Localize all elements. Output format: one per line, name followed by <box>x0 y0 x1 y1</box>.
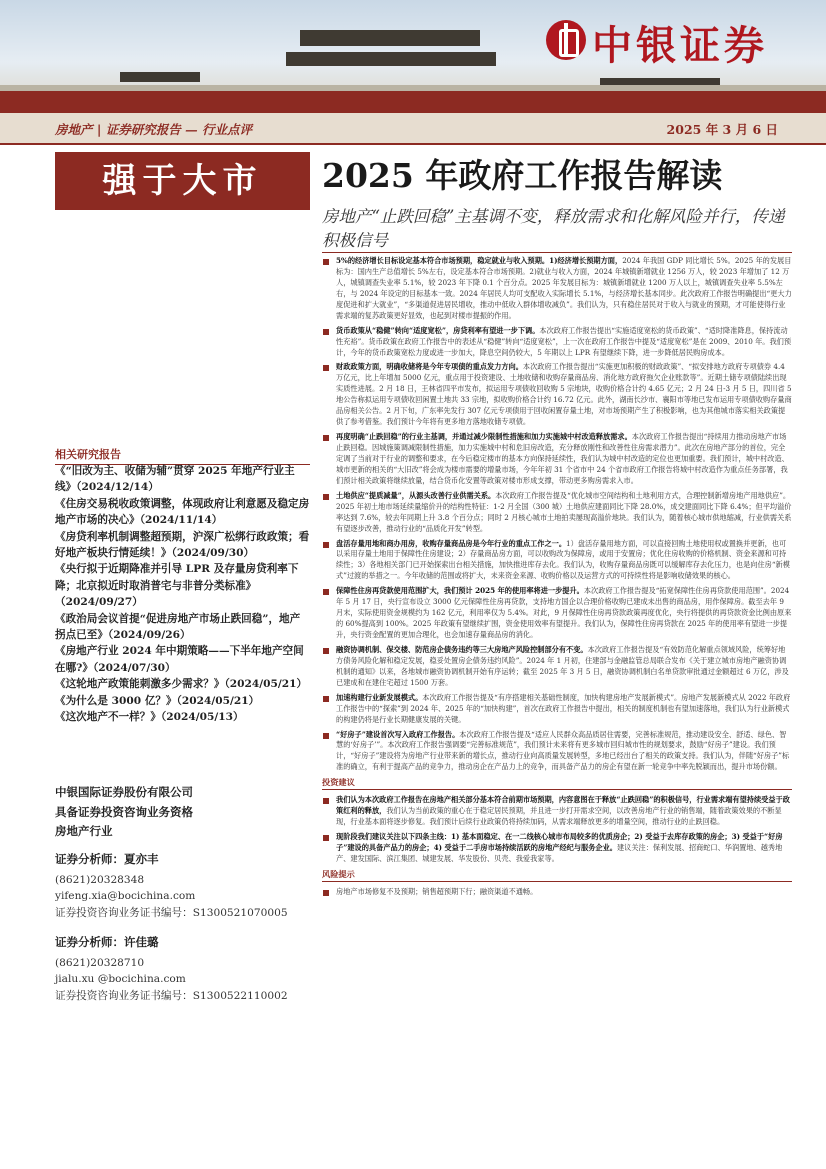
bullet-paragraph <box>322 832 792 865</box>
header-banner-image <box>0 0 826 113</box>
report-date: 2025 年 3 月 6 日 <box>666 122 778 137</box>
bullet-text: 本次政府工作报告提出“实施适度宽松的货币政策”、“适时降准降息，保持流动性充裕”。货币政策在政府工作报告中的表述从“稳健”转向“适度宽松”，上一次在政府工作报告中提及“适度宽松”是在 2009、2010 年。我们预计，今年的货币政策宽松力度或进一步加大，降息空间仍较大，5 年期以上 LPR 有望继续下降，进一步降低居民购房成本。 <box>336 325 792 357</box>
analyst-title: 证券分析师：许佳璐 <box>55 935 159 949</box>
page-subtitle: 房地产“止跌回稳”主基调不变，释放需求和化解风险并行，传递积极信号 <box>322 207 785 250</box>
report-header-bar <box>0 113 826 145</box>
bullet-lead: 我们认为本次政府工作报告在房地产相关部分基本符合前期市场预期，内容意图在于释放“止跌回稳”的积极信号，行业需求端有望持续受益于政策红利的释放， <box>336 795 790 816</box>
risk-header: 风险提示 <box>322 869 792 882</box>
bullet-paragraph <box>322 795 792 828</box>
bullet-text: 2024 年我国 GDP 同比增长 5%。2025 年的发展目标为：国内生产总值增长 5%左右，设定基本符合市场预期。2)就业与收入方面，2024 年城镇新增就业 1256 万人，较 2023 年增加了 12 万人，城镇调查失业率 5.1%，较 2023 年下降 0.1 个百分点。2025 年发展目标为：城镇新增就业 1200 万人以上，城镇调查失业率 5.5%左右，与 2024 年设定的目标基本一致。2024 年居民人均可支配收入实际增长 5.1%，与经济增长基本同步。此次政府工作报告明确提出“更大力度促进和扩大就业”，“多渠道促进居民增收，推动中低收入群体增收减负”。我们认为，只有稳住居民对于收入与就业的预期，才可能使得行业需求端的复苏政策更好显效，也起到对楼市提振的作用。 <box>336 256 792 320</box>
analyst-email[interactable]: jialu.xu @bocichina.com <box>55 973 186 986</box>
palace-wall-shape <box>0 91 826 113</box>
bullet-lead: “好房子”建设首次写入政府工作报告。 <box>336 729 460 739</box>
related-report-item[interactable]: 《房贷利率机制调整超预期，沪深广松绑行政政策；看好地产板块行情延续！》（2024/09/30） <box>55 530 310 560</box>
related-report-item[interactable]: 《房地产行业 2024 年中期策略——下半年地产空间在哪?》（2024/07/30） <box>55 645 304 674</box>
bullet-lead: 财政政策方面，明确收储将是今年专项债的重点发力方向。 <box>336 362 523 372</box>
bullet-lead: 融资协调机制、保交楼、防范房企债务违约等三大房地产风险控制部分有不变。 <box>336 644 588 654</box>
analyst-email[interactable]: yifeng.xia@bocichina.com <box>55 890 196 903</box>
analyst-phone: (8621)20328710 <box>55 956 145 969</box>
bullet-lead: 土地供应“提质减量”，从源头改善行业供需关系。 <box>336 490 496 500</box>
bullet-lead: 再度明确“止跌回稳”的行业主基调，并通过减少限制性措施和加力实施城中村改造释放需求。 <box>336 432 632 442</box>
bullet-text: 房地产市场修复不及预期；销售超预期下行；融资渠道不通畅。 <box>336 886 538 896</box>
bullet-paragraph <box>322 586 792 641</box>
bullet-text: 本次政府工作报告提及“有序搭建相关基础性制度，加快构建房地产发展新模式”。房地产发展新模式从 2022 年政府工作报告中的“探索”到 2024 年、2025 年的“加快构建”，首次在政府工作报告中提出，相关的制度机制也有望加速落地，我们认为行业新模式的构建仍将是行业长期健康发展的关键。 <box>336 692 791 724</box>
analyst-cert: 证券投资咨询业务证书编号：S1300521070005 <box>55 906 288 919</box>
related-report-item[interactable]: 《住房交易税收政策调整，体现政府让利意愿及稳定房地产市场的决心》（2024/11/14） <box>55 497 310 527</box>
analyst-cert: 证券投资咨询业务证书编号：S1300522110002 <box>55 989 288 1002</box>
risk-bullets <box>322 887 792 898</box>
analyst-title: 证券分析师：夏亦丰 <box>55 852 159 866</box>
related-report-item[interactable]: 《这次地产不一样？》（2024/05/13） <box>55 711 244 724</box>
bullet-text: 本次政府工作报告提出“实施更加积极的财政政策”、“拟安排地方政府专项债券 4.4 万亿元，比上年增加 5000 亿元，重点用于投资建设、土地收储和收购存量商品房、消化地方政府拖欠企业账款等”。近期土储专项债陆续出现实质性进展。2 月 18 日，王林省四平市发布，拟运用专项债收回收购 5 宗地块，收购价格合计约 4.65 亿元；2 月 24 日-3 月 5 日，四川省 5 地公告称拟运用专项债收回闲置土地共 33 宗地，拟收购价格合计约 16.72 亿元。此外，湖南长沙市、襄阳市等地已发布运用专项债收购存量商品房相关公告。2 月下旬，广东率先发行 307 亿元专项债用于回收闲置存量土地，对市场预期产生了积极影响，也为其他城市落实相关政策提供了参考借鉴。我们预计今年将有更多地方落地收储专项债。 <box>336 362 792 427</box>
bullet-paragraph <box>322 256 792 322</box>
firm-info <box>55 783 310 822</box>
bullet-paragraph <box>322 491 792 535</box>
bullet-paragraph <box>322 326 792 359</box>
bullet-paragraph <box>322 693 792 726</box>
analyst-phone: (8621)20328348 <box>55 873 145 886</box>
related-report-item[interactable]: 《央行拟于近期降准并引导 LPR 及存量房贷利率下降；北京拟近时取消普宅与非普分类标准》（2024/09/27） <box>55 563 299 609</box>
bullet-paragraph <box>322 432 792 487</box>
bullet-lead: 货币政策从“稳健”转向“适度宽松”，房贷利率有望进一步下调。 <box>336 325 540 335</box>
bullet-paragraph <box>322 887 792 898</box>
bullet-lead: 加速构建行业新发展模式。 <box>336 692 423 702</box>
bullet-paragraph <box>322 362 792 428</box>
palace-roof-shape <box>120 72 200 82</box>
related-reports-header: 相关研究报告 <box>55 446 310 465</box>
firm-name: 中银国际证券股份有限公司 具备证券投资咨询业务资格 <box>55 785 193 819</box>
bullet-lead: 保障性住房再贷款使用范围扩大，我们预计 2025 年的使用率将进一步提升。 <box>336 586 584 596</box>
investment-bullets <box>322 795 792 865</box>
related-report-item[interactable]: 《为什么是 3000 亿？》（2024/05/21） <box>55 694 260 707</box>
sector-label: 房地产行业 <box>55 824 113 838</box>
related-reports-list <box>55 463 310 726</box>
brand-name: 中银证券 <box>592 23 768 69</box>
bullet-text: 本次政府工作报告提及“适应人民群众高品质居住需要，完善标准规范，推动建设安全、舒适、绿色、智慧的‘好房子’”。本次政府工作报告强调要“完善标准规范”，我们预计未来将有更多城市回归城市性的规划要求，鼓励“好房子”建设。我们预计，“好房子”建设将为房地产行业带来新的增长点，推动行业向高质量发展转型，多地已经出台了相关的政策支持。我们认为，伴随“好房子”标准的确立，有利于提高产品的竞争力，推动房企在产品力上的竞争，而具备产品力的房企有望在新一轮竞争中率先脱颖而出，提升市场份额。 <box>336 729 790 772</box>
related-report-item[interactable]: 《这轮地产政策能刺激多少需求？》（2024/05/21） <box>55 678 308 691</box>
bullet-lead: 盘活存量用地和商办用房，收购存量商品房是今年行业的重点工作之一。 <box>336 538 567 548</box>
related-report-item[interactable]: 《“旧改为主、收储为辅”贯穿 2025 年地产行业主线》（2024/12/14） <box>55 465 295 494</box>
bullet-text: 本次政府工作报告提及“优化城市空间结构和土地利用方式，合理控制新增房地产用地供应”。2025 年初土地市场延续量缩价升的结构性特征：1-2 月全国（300 城）土地供应建面同比下降 28.0%，成交建面同比下降 6.4%；但平均溢价率达到 7.6%，较去年同期上升 3.8 个百分点；同时 2 月核心城市土地拍卖屡现高溢价地块。我们认为，随着核心城市供地缩减，行业供需关系有望逐步改善，推动行业的“品质化开发”转型。 <box>336 490 792 533</box>
palace-roof-shape <box>300 30 480 46</box>
page-title: 2025 年政府工作报告解读 <box>322 156 723 195</box>
bullet-paragraph <box>322 645 792 689</box>
palace-roof-shape <box>286 52 496 66</box>
investment-header: 投资建议 <box>322 777 792 790</box>
report-category: 房地产 | 证券研究报告 — 行业点评 <box>55 122 252 137</box>
analyst-card <box>55 934 310 1004</box>
bullet-paragraph <box>322 539 792 583</box>
bank-logo-icon <box>546 20 586 60</box>
bullet-lead: 5%的经济增长目标设定基本符合市场预期，稳定就业与收入预期。1)经济增长预期方面， <box>336 256 623 265</box>
title-divider <box>322 252 792 253</box>
related-report-item[interactable]: 《政治局会议首提“促进房地产市场止跌回稳”，地产拐点已至》（2024/09/26） <box>55 612 301 642</box>
bullet-paragraph <box>322 730 792 774</box>
bullet-text: 1）盘活存量用地方面，可以直接回购土地使用权或置换并更新，也可以采用存量土地用于保障性住房建设；2）存量商品房方面，可以收购改为保障房，或用于安置房；优化住房收购的价格机制、资金来源和可持续性；3）各地相关部门已开始探索出台相关措施，加快推进库存去化。我们认为，收购存量商品房既可以缓解库存去化压力，也是向住房“新模式”过渡的举措之一。今年收储的范围或将扩大，未来资金来源、收购价格以及运营方式的可持续性将是影响收储效果的核心。 <box>336 538 790 581</box>
rating-box: 强于大市 <box>55 152 310 210</box>
bullet-lead: 现阶段我们建议关注以下四条主线：1) 基本面稳定、在一二线核心城市布局较多的优质房企；2) 受益于去库存政策的房企；3) 受益于“好房子”建设的具备产品力的房企；4) 受益于二手房市场持续活跃的房地产经纪与服务企业。 <box>336 832 783 852</box>
bullet-text: 我们认为当前政策的重心在于稳定居民预期，并且进一步打开需求空间，以改善房地产行业的销售端，随着政策效果的不断显现，行业基本面将逐步修复。我们预计后续行业政策仍将持续加码，从需求端释放更多的增量空间，推动行业的止跌回稳。 <box>336 806 782 827</box>
bullet-text: 本次政府工作报告提及“拓宽保障性住房再贷款使用范围”。2024 年 5 月 17 日，央行宣布设立 3000 亿元保障性住房再贷款，支持地方国企以合理价格收购已建成未出售的商品房，用作保障房。截至去年 9 月末，实际使用资金规模约为 162 亿元，利用率仅为 5.4%。对此，9 月保障性住房再贷款政策再度优化，央行将提供的再贷款资金比例由原来的 60%提高到 100%。2025 年政策有望继续扩围，资金使用效率有望提升。我们认为，保障性住房再贷款在 2025 年的使用率有望进一步提升，央行资金配置的更加合理化，也会加速存量商品房的消化。 <box>336 586 792 639</box>
report-body <box>322 256 792 902</box>
analyst-card <box>55 851 310 921</box>
bullet-text: 本次政府工作报告提及“有效防范化解重点领域风险，统筹好地方债务风险化解和稳定发展，稳妥处置房企债务违约风险”。2024 年 1 月初，住建部与金融监管总局联合发布《关于建立城市房地产融资协调机制的通知》以来，各地城市融资协调机制开始有序运转；截至 2025 年 3 月 5 日，融资协调机制白名单贷款审批通过金额超过 6 万亿，涉及已建成和在建住宅超过 1500 万套。 <box>336 644 789 687</box>
bullet-text: 本次政府工作报告提出“持续用力推动房地产市场止跌回稳。因城施策调减限制性措施，加力实施城中村和危旧房改造，充分释放刚性和改善性住房需求潜力”。此次在房地产部分的首位，完全定调了当前对于行业的调整和要求，在今后稳定楼市的基本方向保持延续性，我们认为城中村改造的定位也更加重要。我们预计，城中村改造、城市更新的相关的“大旧改”将会成为楼市需要的增量市场，今年年初 31 个省市中 24 个省市政府工作报告将城中村改造作为重点任务部署，我们预计相关政策将继续放量，结合货币化安置等政策对楼市形成支撑，带动更多购房需求入市。 <box>336 432 789 485</box>
summary-bullets <box>322 256 792 773</box>
bullet-text: 建议关注：保利发展、招商蛇口、华润置地、越秀地产、建发国际、滨江集团、城建发展、华发股份、贝壳、我爱我家等。 <box>336 843 783 863</box>
